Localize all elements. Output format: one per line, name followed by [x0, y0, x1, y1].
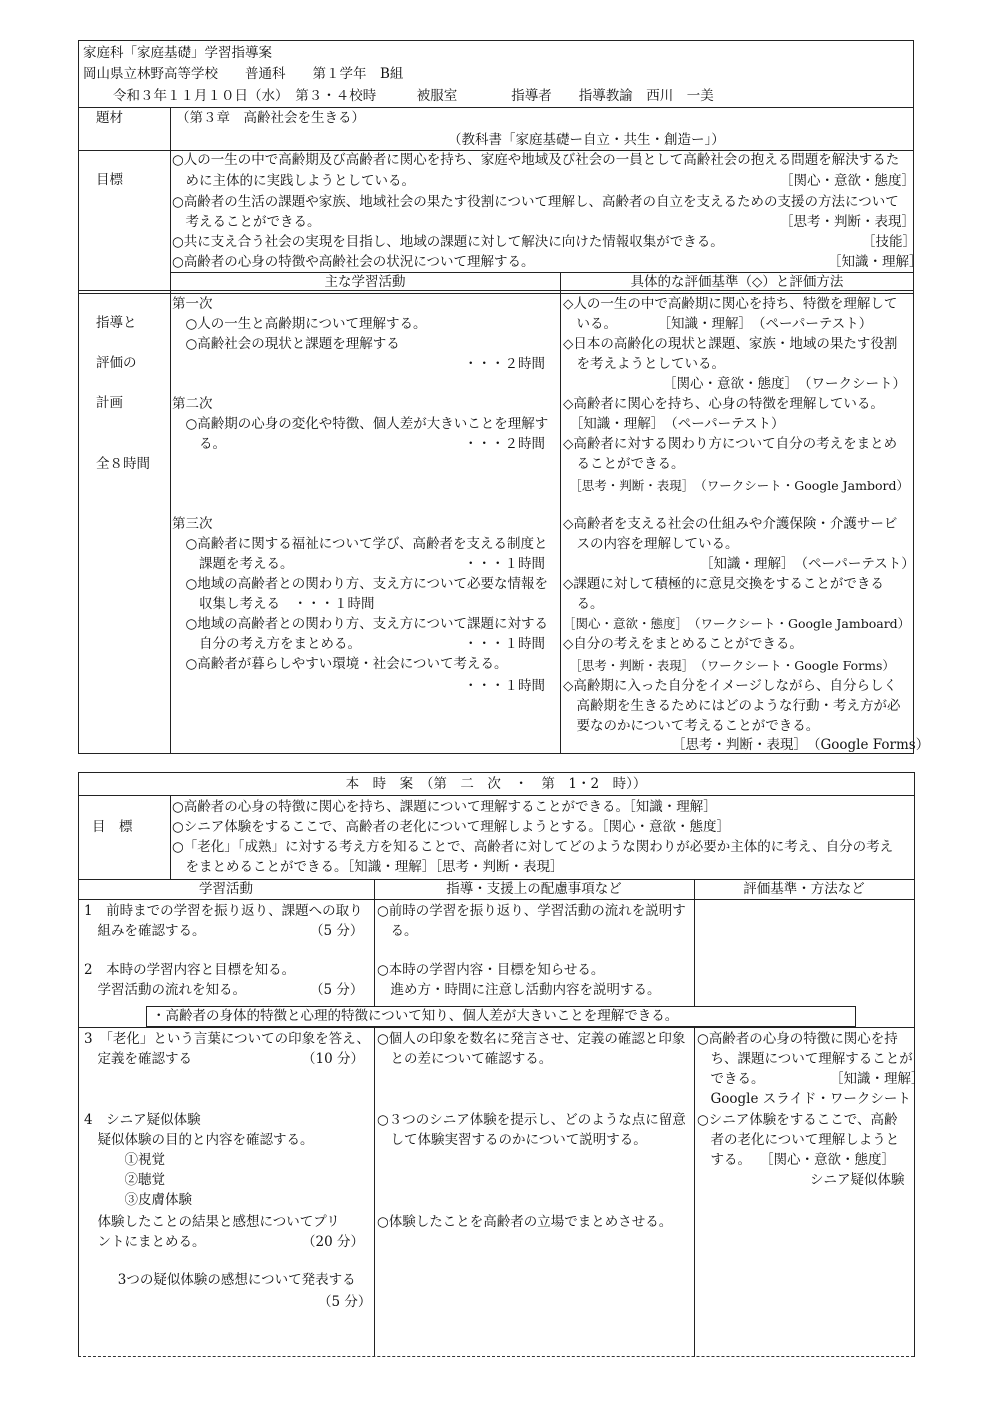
goal-line: めに主体的に実践しようとしている。	[172, 173, 415, 189]
theme-text: （第３章 高齢社会を生きる）	[176, 110, 365, 126]
school-line: 岡山県立林野高等学校 普通科 第１学年 B組	[83, 66, 404, 82]
eval3-line: Google スライド・ワークシート	[697, 1091, 911, 1107]
lesson-goal: ○「老化」「成熟」に対する考え方を知ることで、高齢者に対してどのような関わりが必要か主体的に考え、自分の考え	[172, 839, 894, 855]
lesson-goal: ○シニア体験をするここで、高齢者の老化について理解しようとする。［関心・意欲・態度］	[172, 819, 730, 835]
eval-line: ［思考・判断・表現］ （ワークシート・Google Forms）	[563, 658, 895, 673]
eval-line: スの内容を理解している。	[563, 536, 739, 552]
act-line: ②聴覚	[84, 1172, 165, 1188]
act-time: （20 分）	[302, 1234, 364, 1250]
lesson-title: 本 時 案 （第 二 次 ・ 第 1・2 時））	[345, 776, 647, 792]
act-time: （5 分）	[310, 923, 364, 939]
eval3-line: する。	[697, 1152, 751, 1168]
goal-tag: ［関心・意欲・態度］	[780, 173, 915, 189]
activity-line: 第二次	[172, 396, 213, 412]
date-line: 令和３年１１月１０日（水） 第３・４校時 被服室 指導者 指導教諭 西川 一美	[113, 88, 714, 104]
support-line: 進め方・時間に注意し活動内容を説明する。	[377, 982, 661, 998]
lesson-col-support: 指導・支援上の配慮事項など	[446, 881, 622, 897]
eval-line: ◇日本の高齢化の現状と課題、家族・地域の果たす役割	[563, 336, 898, 352]
plan-label: 評価の	[96, 355, 137, 371]
eval-line: ◇高齢者に対する関わり方について自分の考えをまとめ	[563, 436, 898, 452]
act-time: （10 分）	[302, 1051, 364, 1067]
goal-tag: ［技能］	[862, 234, 916, 250]
activity-line: ○地域の高齢者との関わり方、支え方について課題に対する	[172, 616, 549, 632]
act-line: 組みを確認する。	[84, 923, 206, 939]
support-line: との差について確認する。	[377, 1051, 553, 1067]
eval-line: ◇高齢者を支える社会の仕組みや介護保険・介護サービ	[563, 516, 898, 532]
activity-line: ○地域の高齢者との関わり方、支え方について必要な情報を	[172, 576, 549, 592]
eval-line: ◇人の一生の中で高齢期に関心を持ち、特徴を理解して	[563, 296, 898, 312]
goal-line: ○共に支え合う社会の実現を目指し、地域の課題に対して解決に向けた情報収集ができる。	[172, 234, 724, 250]
activity-line: ○高齢期の心身の変化や特徴、個人差が大きいことを理解す	[172, 416, 549, 432]
eval3-line: ［関心・意欲・態度］	[760, 1152, 895, 1168]
support-line: して体験実習するのかについて説明する。	[377, 1132, 647, 1148]
goal-line: 考えることができる。	[172, 214, 321, 230]
activity-line: ○高齢社会の現状と課題を理解する	[172, 336, 400, 352]
activity-time: ・・・２時間	[464, 356, 545, 372]
eval3-line: できる。	[697, 1071, 765, 1087]
act-line: ③皮膚体験	[84, 1192, 192, 1208]
act-time: （5 分）	[310, 982, 364, 998]
eval-line: 高齢期を生きるためにはどのような行動・考え方が必	[563, 698, 901, 714]
eval-line: ［関心・意欲・態度］ （ワークシート・Google Jamboard）	[563, 616, 911, 631]
doc-title: 家庭科「家庭基礎」学習指導案	[83, 45, 272, 61]
lesson-goal-label: 目 標	[92, 819, 133, 835]
activity-line: る。	[172, 436, 226, 452]
activity-time: ・・・１時間	[464, 678, 545, 694]
goal-line: ○人の一生の中で高齢期及び高齢者に関心を持ち、家庭や地域及び社会の一員として高齢社会の抱える問題を解決するた	[172, 152, 900, 168]
eval-line: ［思考・判断・表現］ （ワークシート・Google Jambord）	[563, 478, 909, 493]
act-line: 4 シニア疑似体験	[84, 1112, 201, 1128]
activity-time: ・・・１時間	[464, 556, 545, 572]
activity-time: ・・・１時間	[464, 636, 545, 652]
act-line: 3 「老化」という言葉についての印象を答え、	[84, 1031, 370, 1047]
eval-line: を考えようとしている。	[563, 356, 725, 372]
activity-time: ・・・２時間	[464, 436, 545, 452]
continuation-line	[78, 1356, 914, 1357]
activity-line: 収集し考える ・・・１時間	[172, 596, 375, 612]
activity-line: 課題を考える。	[172, 556, 294, 572]
goal-label: 目標	[96, 172, 123, 188]
eval-line: ［知識・理解］ （ペーパーテスト）	[700, 556, 915, 572]
eval-line: ◇課題に対して積極的に意見交換をすることができる	[563, 576, 884, 592]
eval-line: る。	[563, 596, 604, 612]
goal-line: ○高齢者の生活の課題や家族、地域社会の果たす役割について理解し、高齢者の自立を支えるための支援の方法について	[172, 194, 899, 210]
activity-line: ○高齢者に関する福祉について学び、高齢者を支える制度と	[172, 536, 548, 552]
eval3-line: シニア疑似体験	[810, 1172, 905, 1188]
act-line: 1 前時までの学習を振り返り、課題への取り	[84, 903, 363, 919]
eval-line: ［知識・理解］ （ペーパーテスト）	[563, 416, 785, 432]
act-line: 2 本時の学習内容と目標を知る。	[84, 962, 296, 978]
goal-tag: ［思考・判断・表現］	[780, 214, 915, 230]
act-line: 学習活動の流れを知る。	[84, 982, 246, 998]
goal-tag: ［知識・理解］	[828, 254, 923, 270]
support-line: ○個人の印象を数名に発言させ、定義の確認と印象	[377, 1031, 686, 1047]
lesson-goal: ○高齢者の心身の特徴に関心を持ち、課題について理解することができる。［知識・理解］	[172, 799, 717, 815]
support-line: ○前時の学習を振り返り、学習活動の流れを説明す	[377, 903, 686, 919]
act-line: 3つの疑似体験の感想について発表する	[100, 1272, 356, 1288]
textbook-text: （教科書「家庭基礎ー自立・共生・創造ー」）	[448, 132, 725, 148]
support-line: ○本時の学習内容・目標を知らせる。	[377, 962, 605, 978]
activity-line: 自分の考え方をまとめる。	[172, 636, 361, 652]
plan-label: 計画	[96, 395, 123, 411]
eval3-line: 者の老化について理解しようと	[697, 1132, 900, 1148]
lesson-banner-text: ・高齢者の身体的特徴と心理的特徴について知り、個人差が大きいことを理解できる。	[152, 1008, 679, 1024]
eval3-line: ○高齢者の心身の特徴に関心を持	[697, 1031, 898, 1047]
eval3-line: ［知識・理解］	[830, 1071, 925, 1087]
activity-line: ○人の一生と高齢期について理解する。	[172, 316, 427, 332]
act-line: 体験したことの結果と感想についてプリ	[84, 1214, 340, 1230]
eval-line: ◇高齢者に関心を持ち、心身の特徴を理解している。	[563, 396, 884, 412]
support-line: る。	[377, 923, 418, 939]
eval3-line: ち、課題について理解することが	[697, 1051, 913, 1067]
lesson-goal: をまとめることができる。［知識・理解］［思考・判断・表現］	[172, 859, 564, 875]
plan-label: 指導と	[96, 315, 137, 331]
eval-line: いる。 ［知識・理解］ （ペーパーテスト）	[563, 316, 873, 332]
act-line: 定義を確認する	[84, 1051, 192, 1067]
activity-line: 第三次	[172, 516, 213, 532]
goal-line: ○高齢者の心身の特徴や高齢社会の状況について理解する。	[172, 254, 535, 270]
support-line: ○体験したことを高齢者の立場でまとめさせる。	[377, 1214, 673, 1230]
act-time: （5 分）	[318, 1294, 372, 1310]
activity-line: 第一次	[172, 296, 213, 312]
eval-line: ［関心・意欲・態度］ （ワークシート）	[663, 376, 906, 392]
lesson-col-eval: 評価基準・方法など	[743, 881, 865, 897]
act-line: 疑似体験の目的と内容を確認する。	[84, 1132, 314, 1148]
col-activity-header: 主な学習活動	[324, 274, 406, 290]
eval-line: 要なのかについて考えることができる。	[563, 718, 820, 734]
act-line: ントにまとめる。	[84, 1234, 206, 1250]
lesson-col-activity: 学習活動	[199, 881, 253, 897]
eval-line: ることができる。	[563, 456, 685, 472]
col-eval-header: 具体的な評価基準（◇）と評価方法	[630, 274, 844, 290]
support-line: ○３つのシニア体験を提示し、どのような点に留意	[377, 1112, 686, 1128]
eval3-line: ○シニア体験をするここで、高齢	[697, 1112, 898, 1128]
theme-label: 題材	[96, 110, 123, 126]
plan-label: 全８時間	[96, 456, 150, 472]
eval-line: ◇自分の考えをまとめることができる。	[563, 636, 803, 652]
eval-line: ［思考・判断・表現］ （Google Forms）	[672, 737, 930, 753]
activity-line: ○高齢者が暮らしやすい環境・社会について考える。	[172, 656, 508, 672]
act-line: ①視覚	[84, 1152, 165, 1168]
eval-line: ◇高齢期に入った自分をイメージしながら、自分らしく	[563, 678, 897, 694]
